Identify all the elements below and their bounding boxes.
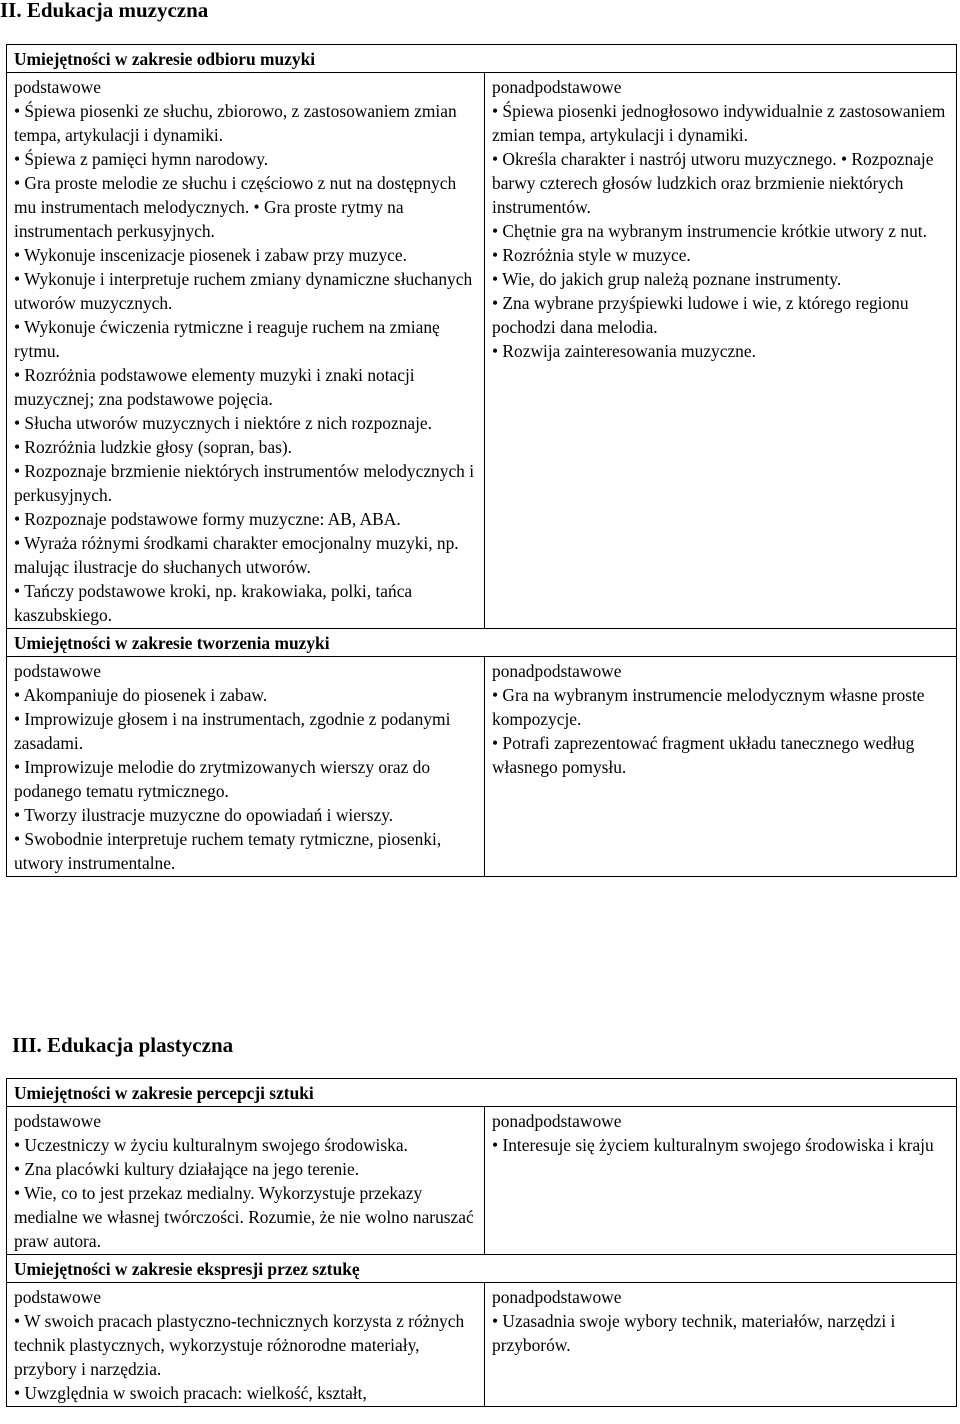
- list-item: • Akompaniuje do piosenek i zabaw.: [14, 685, 268, 705]
- list-item: • Rozróżnia ludzkie głosy (sopran, bas).: [14, 437, 292, 457]
- advanced-list: [492, 683, 950, 779]
- list-item: • Rozróżnia style w muzyce.: [492, 245, 691, 265]
- advanced-level-label: ponadpodstawowe: [492, 77, 622, 97]
- list-item: • Potrafi zaprezentować fragment układu tanecznego według własnego pomysłu.: [492, 733, 915, 777]
- list-item: • Rozwija zainteresowania muzyczne.: [492, 341, 756, 361]
- list-item: • Swobodnie interpretuje ruchem tematy rytmiczne, piosenki, utwory instrumentalne.: [14, 829, 442, 873]
- section-header: Umiejętności w zakresie tworzenia muzyki: [7, 629, 957, 657]
- list-item: • Rozróżnia podstawowe elementy muzyki i znaki notacji muzycznej; zna podstawowe pojęcia.: [14, 365, 415, 409]
- basic-level-label: podstawowe: [14, 77, 101, 97]
- list-item: • Wykonuje inscenizacje piosenek i zabaw przy muzyce.: [14, 245, 407, 265]
- list-item: • Rozpoznaje podstawowe formy muzyczne: AB, ABA.: [14, 509, 401, 529]
- list-item: • Rozpoznaje brzmienie niektórych instrumentów melodycznych i perkusyjnych.: [14, 461, 475, 505]
- section-header: Umiejętności w zakresie percepcji sztuki: [7, 1079, 957, 1107]
- advanced-cell: [485, 657, 957, 877]
- list-item: • Wykonuje i interpretuje ruchem zmiany dynamiczne słuchanych utworów muzycznych.: [14, 269, 473, 313]
- basic-level-label: podstawowe: [14, 1287, 101, 1307]
- list-item: • Uczestniczy w życiu kulturalnym swojego środowiska.: [14, 1135, 408, 1155]
- section-header-row: [7, 1079, 957, 1107]
- section-content-row: [7, 73, 957, 629]
- advanced-list: [492, 99, 950, 363]
- advanced-level-label: ponadpodstawowe: [492, 1287, 622, 1307]
- list-item: • Śpiewa piosenki ze słuchu, zbiorowo, z zastosowaniem zmian tempa, artykulacji i dynamiki.: [14, 101, 457, 145]
- list-item: • Wie, do jakich grup należą poznane instrumenty.: [492, 269, 842, 289]
- section-content-row: [7, 657, 957, 877]
- basic-level-label: podstawowe: [14, 1111, 101, 1131]
- list-item: • Gra proste melodie ze słuchu i częściowo z nut na dostępnych mu instrumentach melodycznych. • Gra proste rytmy na instrumentach perkusyjnych.: [14, 173, 457, 241]
- list-item: • Uwzględnia w swoich pracach: wielkość, kształt,: [14, 1383, 367, 1403]
- music-section-title: II. Edukacja muzyczna: [0, 0, 209, 22]
- section-header: Umiejętności w zakresie odbioru muzyki: [7, 45, 957, 73]
- basic-cell: [7, 1283, 485, 1407]
- basic-list: [14, 1309, 478, 1405]
- list-item: • Wykonuje ćwiczenia rytmiczne i reaguje ruchem na zmianę rytmu.: [14, 317, 440, 361]
- list-item: • Zna wybrane przyśpiewki ludowe i wie, z którego regionu pochodzi dana melodia.: [492, 293, 909, 337]
- basic-cell: [7, 73, 485, 629]
- list-item: • Tańczy podstawowe kroki, np. krakowiaka, polki, tańca kaszubskiego.: [14, 581, 413, 625]
- list-item: • Wie, co to jest przekaz medialny. Wykorzystuje przekazy medialne we własnej twórczości. Rozumie, że nie wolno naruszać praw autora.: [14, 1183, 474, 1251]
- advanced-cell: [485, 1107, 957, 1255]
- list-item: • Gra na wybranym instrumencie melodycznym własne proste kompozycje.: [492, 685, 925, 729]
- list-item: • W swoich pracach plastyczno-technicznych korzysta z różnych technik plastycznych, wykorzystuje różnorodne materiały, przybory i narzędzia.: [14, 1311, 465, 1379]
- list-item: • Zna placówki kultury działające na jego terenie.: [14, 1159, 360, 1179]
- list-item: • Śpiewa z pamięci hymn narodowy.: [14, 149, 269, 169]
- advanced-level-label: ponadpodstawowe: [492, 661, 622, 681]
- advanced-cell: [485, 73, 957, 629]
- music-skills-table: [6, 44, 957, 877]
- section-header: Umiejętności w zakresie ekspresji przez sztukę: [7, 1255, 957, 1283]
- basic-list: [14, 99, 478, 627]
- list-item: • Chętnie gra na wybranym instrumencie krótkie utwory z nut.: [492, 221, 927, 241]
- list-item: • Tworzy ilustracje muzyczne do opowiadań i wierszy.: [14, 805, 394, 825]
- basic-list: [14, 683, 478, 875]
- basic-list: [14, 1133, 478, 1253]
- advanced-list: [492, 1309, 950, 1357]
- basic-cell: [7, 657, 485, 877]
- section-header-row: [7, 1255, 957, 1283]
- list-item: • Uzasadnia swoje wybory technik, materiałów, narzędzi i przyborów.: [492, 1311, 896, 1355]
- basic-level-label: podstawowe: [14, 661, 101, 681]
- advanced-level-label: ponadpodstawowe: [492, 1111, 622, 1131]
- advanced-cell: [485, 1283, 957, 1407]
- section-content-row: [7, 1283, 957, 1407]
- list-item: • Śpiewa piosenki jednogłosowo indywidualnie z zastosowaniem zmian tempa, artykulacji i dynamiki.: [492, 101, 946, 145]
- advanced-list: [492, 1133, 950, 1157]
- section-header-row: [7, 629, 957, 657]
- list-item: • Improwizuje głosem i na instrumentach, zgodnie z podanymi zasadami.: [14, 709, 451, 753]
- list-item: • Określa charakter i nastrój utworu muzycznego. • Rozpoznaje barwy czterech głosów ludzkich oraz brzmienie niektórych instrumentów.: [492, 149, 934, 217]
- art-section-title: III. Edukacja plastyczna: [12, 1033, 234, 1057]
- list-item: • Interesuje się życiem kulturalnym swojego środowiska i kraju: [492, 1135, 934, 1155]
- section-content-row: [7, 1107, 957, 1255]
- art-skills-table: [6, 1078, 957, 1407]
- list-item: • Wyraża różnymi środkami charakter emocjonalny muzyki, np. malując ilustracje do słuchanych utworów.: [14, 533, 459, 577]
- list-item: • Improwizuje melodie do zrytmizowanych wierszy oraz do podanego tematu rytmicznego.: [14, 757, 431, 801]
- section-header-row: [7, 45, 957, 73]
- basic-cell: [7, 1107, 485, 1255]
- list-item: • Słucha utworów muzycznych i niektóre z nich rozpoznaje.: [14, 413, 433, 433]
